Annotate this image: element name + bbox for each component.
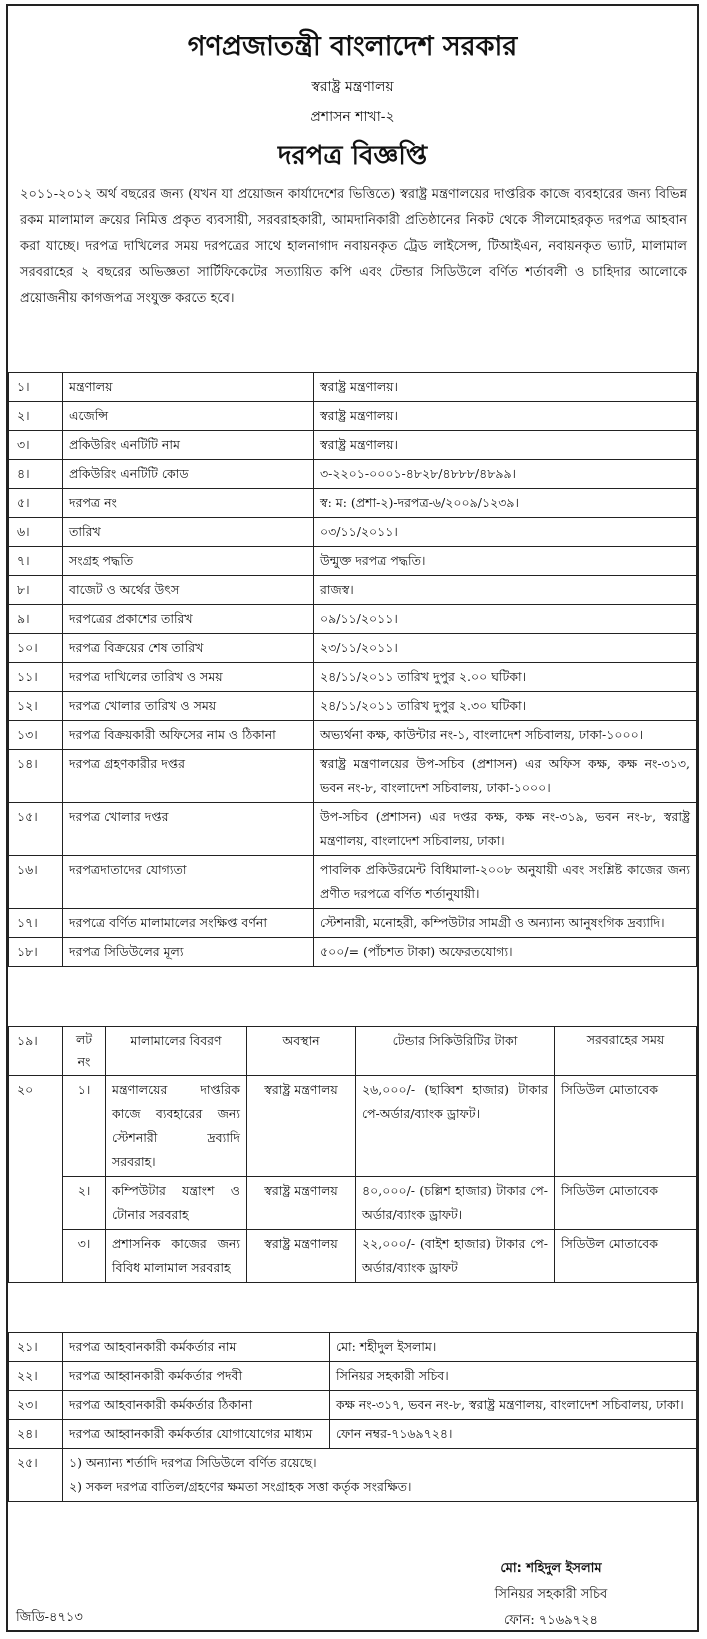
row-number: ১৮। <box>9 938 63 967</box>
row-value: রাজস্ব। <box>314 576 697 605</box>
lot-security: ৪০,০০০/- (চল্লিশ হাজার) টাকার পে-অর্ডার/ব্যাংক ড্রাফট। <box>356 1177 555 1230</box>
row-number: ৩। <box>9 431 63 460</box>
security-header: টেন্ডার সিকিউরিটির টাকা <box>356 1027 555 1076</box>
row-label: সংগ্রহ পদ্ধতি <box>63 547 314 576</box>
lot-header: লট নং <box>63 1027 106 1076</box>
row-number: ৭। <box>9 547 63 576</box>
intro-paragraph: ২০১১-২০১২ অর্থ বছরের জন্য (যখন যা প্রয়োজন কার্যাদেশের ভিত্তিতে) স্বরাষ্ট্র মন্ত্রণালয়ের দাপ্তরিক কাজে ব্যবহারের জন্য বিভিন্ন রকম মালামাল ক্রয়ের নিমিত্ত প্রকৃত ব্যবসায়ী, সরবরাহকারী, আমদানিকারী প্রতিষ্ঠানের নিকট থেকে সীলমোহরকৃত দরপত্র আহবান করা যাচ্ছে। দরপত্র দাখিলের সময় দরপত্রের সাথে হালনাগাদ নবায়নকৃত ট্রেড লাইসেন্স, টিআইএন, নবায়নকৃত ভ্যাট, মালামাল সরবরাহের ২ বছরের অভিজ্ঞতা সার্টিফিকেটের সত্যায়িত কপি এবং টেন্ডার সিডিউলে বর্ণিত শর্তাবলী ও চাহিদার আলোকে প্রয়োজনীয় কাগজপত্র সংযুক্ত করতে হবে। <box>20 187 687 306</box>
row-value: স্টেশনারী, মনোহরী, কম্পিউটার সামগ্রী ও অন্যান্য আনুষংগিক দ্রব্যাদি। <box>314 909 697 938</box>
row-value: ০৩/১১/২০১১। <box>314 518 697 547</box>
table-row <box>9 489 697 518</box>
lot-number: ২। <box>63 1177 106 1230</box>
lot-delivery: সিডিউল মোতাবেক <box>555 1076 697 1177</box>
row-number: ১৯। <box>9 1027 63 1076</box>
lot-location: স্বরাষ্ট্র মন্ত্রণালয় <box>247 1230 356 1283</box>
officer-table <box>8 1332 697 1502</box>
table-row <box>9 721 697 750</box>
row-value: স্বরাষ্ট্র মন্ত্রণালয়। <box>314 402 697 431</box>
table-row <box>9 692 697 721</box>
row-label: দরপত্রে বর্ণিত মালামালের সংক্ষিপ্ত বর্ণনা <box>63 909 314 938</box>
row-label: দরপত্র আহ্বানকারী কর্মকর্তার পদবী <box>63 1362 330 1391</box>
row-number: ৬। <box>9 518 63 547</box>
row-number: ৪। <box>9 460 63 489</box>
table-row <box>9 1391 697 1420</box>
table-row <box>9 402 697 431</box>
table-row <box>9 460 697 489</box>
row-label: প্রকিউরিং এনটিটি কোড <box>63 460 314 489</box>
delivery-header: সরবরাহের সময় <box>555 1027 697 1076</box>
table-row <box>9 431 697 460</box>
signatory-name: মো: শহিদুল ইসলাম <box>500 1561 602 1576</box>
row-value: ৫০০/= (পাঁচশত টাকা) অফেরতযোগ্য। <box>314 938 697 967</box>
row-value: ২৩/১১/২০১১। <box>314 634 697 663</box>
row-label: দরপত্র খোলার দপ্তর <box>63 803 314 856</box>
table-row <box>9 373 697 402</box>
branch-name: প্রশাসন শাখা-২ <box>310 109 395 125</box>
table-row <box>9 909 697 938</box>
row-label: বাজেট ও অর্থের উৎস <box>63 576 314 605</box>
row-label: দরপত্রের প্রকাশের তারিখ <box>63 605 314 634</box>
note-1: ১) অন্যান্য শর্তাদি দরপত্র সিডিউলে বর্ণিত রয়েছে। <box>69 1455 317 1470</box>
tender-notice <box>6 4 699 1632</box>
table-row <box>9 663 697 692</box>
signatory-designation: সিনিয়র সহকারী সচিব <box>494 1587 608 1602</box>
reference-number: জিডি-৪৭১৩ <box>16 1610 83 1625</box>
row-label: প্রকিউরিং এনটিটি নাম <box>63 431 314 460</box>
row-label: দরপত্র দাখিলের তারিখ ও সময় <box>63 663 314 692</box>
note-2: ২) সকল দরপত্র বাতিল/গ্রহণের ক্ষমতা সংগ্রাহক সত্তা কর্তৃক সংরক্ষিত। <box>69 1479 412 1494</box>
table-row <box>9 856 697 909</box>
notice-title: দরপত্র বিজ্ঞপ্তি <box>277 141 428 171</box>
details-table <box>8 372 697 967</box>
row-value: ৩-২২০১-০০০১-৪৮২৮/৪৮৮৮/৪৮৯৯। <box>314 460 697 489</box>
lot-description: মন্ত্রণালয়ের দাপ্তরিক কাজে ব্যবহারের জন্য স্টেশনারী দ্রব্যাদি সরবরাহ। <box>106 1076 247 1177</box>
table-row <box>9 1333 697 1362</box>
lot-row <box>9 1230 697 1283</box>
row-number: ৯। <box>9 605 63 634</box>
signatory-phone: ফোন: ৭১৬৯৭২৪ <box>504 1613 598 1628</box>
desc-header: মালামালের বিবরণ <box>106 1027 247 1076</box>
location-header: অবস্থান <box>247 1027 356 1076</box>
lot-location: স্বরাষ্ট্র মন্ত্রণালয় <box>247 1177 356 1230</box>
table-row <box>9 938 697 967</box>
lot-security: ২৬,০০০/- (ছাব্বিশ হাজার) টাকার পে-অর্ডার/ব্যাংক ড্রাফট। <box>356 1076 555 1177</box>
row-number: ১৪। <box>9 750 63 803</box>
row-number: ১৫। <box>9 803 63 856</box>
row-number: ৮। <box>9 576 63 605</box>
table-row <box>9 634 697 663</box>
header <box>8 30 697 172</box>
table-row <box>9 547 697 576</box>
table-row <box>9 576 697 605</box>
row-number: ২। <box>9 402 63 431</box>
row-label: দরপত্র আহবানকারী কর্মকর্তার ঠিকানা <box>63 1391 330 1420</box>
row-number: ১৩। <box>9 721 63 750</box>
row-value: ফোন নম্বর-৭১৬৯৭২৪। <box>330 1420 697 1449</box>
notes-cell <box>63 1449 697 1502</box>
lots-table <box>8 1026 697 1283</box>
table-row <box>9 1362 697 1391</box>
signature-block <box>446 1556 656 1634</box>
row-label: দরপত্র বিক্রয়কারী অফিসের নাম ও ঠিকানা <box>63 721 314 750</box>
row-label: দরপত্রদাতাদের যোগ্যতা <box>63 856 314 909</box>
row-number: ১। <box>9 373 63 402</box>
table-row <box>9 803 697 856</box>
row-value: ২৪/১১/২০১১ তারিখ দুপুর ২.৩০ ঘটিকা। <box>314 692 697 721</box>
row-value: ২৪/১১/২০১১ তারিখ দুপুর ২.০০ ঘটিকা। <box>314 663 697 692</box>
row-number: ২২। <box>9 1362 63 1391</box>
row-value: সিনিয়র সহকারী সচিব। <box>330 1362 697 1391</box>
lot-number: ১। <box>63 1076 106 1177</box>
row-value: অভ্যর্থনা কক্ষ, কাউন্টার নং-১, বাংলাদেশ সচিবালয়, ঢাকা-১০০০। <box>314 721 697 750</box>
row-value: উন্মুক্ত দরপত্র পদ্ধতি। <box>314 547 697 576</box>
row-value: উপ-সচিব (প্রশাসন) এর দপ্তর কক্ষ, কক্ষ নং-৩১৯, ভবন নং-৮, স্বরাষ্ট্র মন্ত্রণালয়, বাংলাদেশ সচিবালয়, ঢাকা। <box>314 803 697 856</box>
row-number: ১৬। <box>9 856 63 909</box>
row-label: তারিখ <box>63 518 314 547</box>
notes-row <box>9 1449 697 1502</box>
row-number: ৫। <box>9 489 63 518</box>
lot-number: ৩। <box>63 1230 106 1283</box>
row-label: দরপত্র নং <box>63 489 314 518</box>
row-number: ২১। <box>9 1333 63 1362</box>
row-number: ১১। <box>9 663 63 692</box>
row-number: ২৫। <box>9 1449 63 1502</box>
row-number: ১৭। <box>9 909 63 938</box>
row-value: ০৯/১১/২০১১। <box>314 605 697 634</box>
lot-delivery: সিডিউল মোতাবেক <box>555 1230 697 1283</box>
row-number: ১০। <box>9 634 63 663</box>
row-value: স্বরাষ্ট্র মন্ত্রণালয়ের উপ-সচিব (প্রশাসন) এর অফিস কক্ষ, কক্ষ নং-৩১৩, ভবন নং-৮, বাংলাদেশ সচিবালয়, ঢাকা-১০০০। <box>314 750 697 803</box>
row-label: এজেন্সি <box>63 402 314 431</box>
row-number: ২৩। <box>9 1391 63 1420</box>
table-row <box>9 750 697 803</box>
row-value: পাবলিক প্রকিউরমেন্ট বিধিমালা-২০০৮ অনুযায়ী এবং সংশ্লিষ্ট কাজের জন্য প্রণীত দরপত্রে বর্ণিত শর্তানুযায়ী। <box>314 856 697 909</box>
lot-description: কম্পিউটার যন্ত্রাংশ ও টোনার সরবরাহ <box>106 1177 247 1230</box>
row-value: মো: শহীদুল ইসলাম। <box>330 1333 697 1362</box>
lot-location: স্বরাষ্ট্র মন্ত্রণালয় <box>247 1076 356 1177</box>
row-value: কক্ষ নং-৩১৭, ভবন নং-৮, স্বরাষ্ট্র মন্ত্রণালয়, বাংলাদেশ সচিবালয়, ঢাকা। <box>330 1391 697 1420</box>
row-label: দরপত্র বিক্রয়ের শেষ তারিখ <box>63 634 314 663</box>
table-row <box>9 605 697 634</box>
lot-description: প্রশাসনিক কাজের জন্য বিবিধ মালামাল সরবরাহ <box>106 1230 247 1283</box>
row-number: ২০ <box>9 1076 63 1283</box>
row-label: দরপত্র খোলার তারিখ ও সময় <box>63 692 314 721</box>
lot-row <box>9 1177 697 1230</box>
row-value: স্বরাষ্ট্র মন্ত্রণালয়। <box>314 373 697 402</box>
lots-header-row <box>9 1027 697 1076</box>
row-label: দরপত্র সিডিউলের মূল্য <box>63 938 314 967</box>
table-row <box>9 518 697 547</box>
row-label: দরপত্র আহবানকারী কর্মকর্তার নাম <box>63 1333 330 1362</box>
table-row <box>9 1420 697 1449</box>
row-label: দরপত্র আহ্বানকারী কর্মকর্তার যোগাযোগের মাধ্যম <box>63 1420 330 1449</box>
row-label: দরপত্র গ্রহণকারীর দপ্তর <box>63 750 314 803</box>
row-value: স্বরাষ্ট্র মন্ত্রণালয়। <box>314 431 697 460</box>
lot-row <box>9 1076 697 1177</box>
ministry-name: স্বরাষ্ট্র মন্ত্রণালয় <box>311 79 394 95</box>
government-title: গণপ্রজাতন্ত্রী বাংলাদেশ সরকার <box>187 31 518 62</box>
row-label: মন্ত্রণালয় <box>63 373 314 402</box>
row-number: ২৪। <box>9 1420 63 1449</box>
lot-security: ২২,০০০/- (বাইশ হাজার) টাকার পে-অর্ডার/ব্যাংক ড্রাফট <box>356 1230 555 1283</box>
row-value: স্ব: ম: (প্রশা-২)-দরপত্র-৬/২০০৯/১২৩৯। <box>314 489 697 518</box>
lot-delivery: সিডিউল মোতাবেক <box>555 1177 697 1230</box>
row-number: ১২। <box>9 692 63 721</box>
